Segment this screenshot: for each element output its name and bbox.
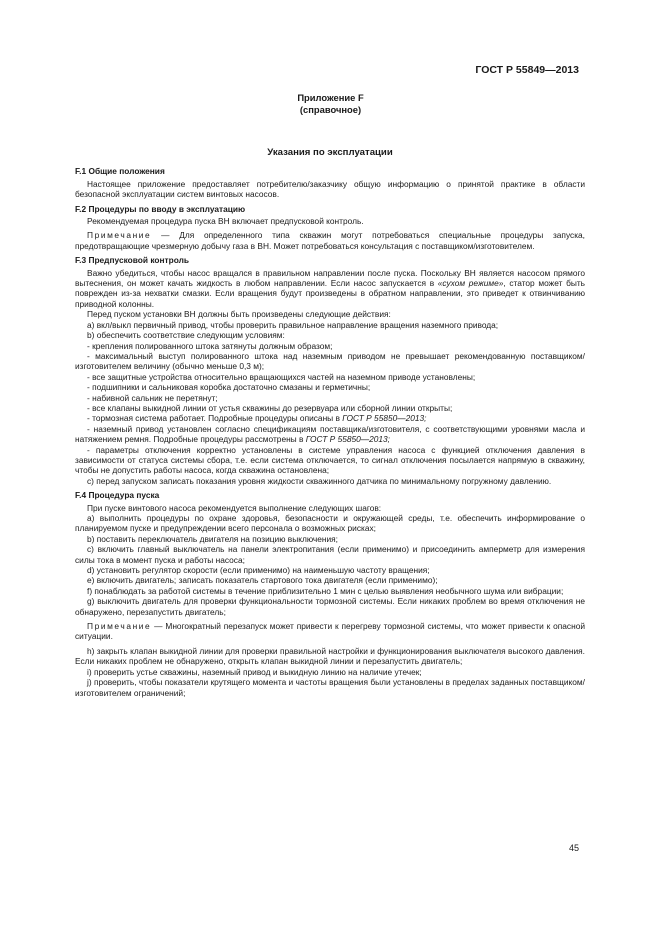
note: [75, 621, 585, 642]
text-run: - тормозная система работает. Подробные процедуры описаны в: [87, 413, 343, 424]
annex-header: [0, 92, 661, 116]
list-item: [75, 424, 585, 445]
emphasis: «сухом режиме»: [437, 278, 504, 289]
list-item: [75, 413, 585, 423]
document-id: ГОСТ Р 55849—2013: [475, 64, 579, 76]
emphasis: ГОСТ Р 55850—2013;: [342, 413, 427, 424]
heading-f3: F.3 Предпусковой контроль: [75, 255, 190, 266]
list-item: h) закрыть клапан выкидной линии для проверки правильной настройки и функционирования выключателя высокого давления. Если никаких проблем не обнаружено, открыть клапан выкидной линии и перезапустить двигатель;: [75, 645, 585, 667]
list-item: а) вкл/выкл первичный привод, чтобы проверить правильное направление вращения наземного привода;: [87, 319, 499, 330]
paragraph: При пуске винтового насоса рекомендуется выполнение следующих шагов:: [87, 502, 382, 513]
section-title: Указания по эксплуатации: [267, 147, 393, 158]
list-item: f) понаблюдать за работой системы в течение приблизительно 1 мин с целью выявления необычного шума или вибрации;: [87, 585, 564, 596]
list-item: c) включить главный выключатель на панели электропитания (если применимо) и присоединить амперметр для измерения силы тока в момент пуска и работы насоса;: [75, 544, 585, 565]
list-item: - все клапаны выкидной линии от устья скважины до резервуара или сборной линии открыты;: [87, 402, 453, 413]
note-text: — Многократный перезапуск может привести к перегреву тормозной системы, что может привести к опасной ситуации.: [75, 621, 585, 642]
note-label: Примечание: [87, 230, 152, 241]
text-run: - наземный привод установлен согласно спецификациям поставщика/изготовителя, с соответствующими уровнями масла и натяжением ремня. Подробные процедуры рассмотрены в: [75, 423, 585, 445]
paragraph: Настоящее приложение предоставляет потребителю/заказчику общую информацию о принятой практике в области безопасной эксплуатации систем винтовых насосов.: [75, 178, 585, 200]
annex-title: Приложение F: [297, 92, 364, 103]
list-item: - набивной сальник не перетянут;: [87, 392, 218, 403]
list-item: - подшипники и сальниковая коробка достаточно смазаны и герметичны;: [87, 382, 371, 393]
list-item: b) обеспечить соответствие следующим условиям:: [87, 330, 285, 341]
list-item: b) поставить переключатель двигателя на позицию выключения;: [87, 533, 338, 544]
heading-f1: F.1 Общие положения: [75, 166, 165, 177]
heading-f4: F.4 Процедура пуска: [75, 490, 160, 501]
list-item: - параметры отключения корректно установлены в системе управления насоса с функцией отключения давления в зависимости от статуса системы сбора, т.е. если система отключается, то сигнал отключения посылается напрямую в скважину, чтобы не допустить работы насоса, когда скважина остановлена;: [75, 444, 585, 476]
text-run: , статор может быть поврежден из-за нехватки смазки. Если вращения будут произведены в обратном направлении, это приведет к отвинчиванию приводной колонны.: [75, 278, 586, 309]
list-item: d) установить регулятор скорости (если применимо) на наименьшую частоту вращения;: [87, 565, 430, 576]
note-label: Примечание: [87, 621, 152, 632]
page-number: 45: [568, 843, 579, 853]
emphasis: ГОСТ Р 55850—2013;: [305, 434, 390, 445]
list-item: j) проверить, чтобы показатели крутящего момента и частоты вращения были установлены в пределах заданных поставщиком/изготовителем ограничений;: [75, 677, 585, 698]
list-item: - все защитные устройства относительно вращающихся частей на наземном приводе установлены;: [87, 371, 476, 382]
list-item: а) выполнить процедуры по охране здоровья, безопасности и окружающей среды, т.е. обеспечить информирование о планируемом пуске и предупреждении всего персонала о возможных рисках;: [75, 513, 585, 534]
list-item: g) выключить двигатель для проверки функциональности тормозной системы. Если никаких проблем во время отключения не обнаружено, перезапустить двигатель;: [75, 596, 585, 617]
paragraph: Перед пуском установки ВН должны быть произведены следующие действия:: [87, 309, 391, 320]
heading-f2: F.2 Процедуры по вводу в эксплуатацию: [75, 203, 246, 214]
list-item: - максимальный выступ полированного штока над наземным приводом не превышает рекомендованную поставщиком/изготовителем величину (обычно меньше 0,3 м);: [75, 350, 585, 372]
list-item: e) включить двигатель; записать показатель стартового тока двигателя (если применимо);: [87, 575, 438, 586]
list-item: с) перед запуском записать показания уровня жидкости скважинного датчика по минимальному погружному давлению.: [87, 475, 552, 486]
text-run: Важно убедиться, чтобы насос вращался в правильном направлении после пуска. Поскольку ВН является насосом прямого вытеснения, он может качать жидкость в любом направлении. Если насос запускается в: [75, 267, 585, 289]
note: [75, 230, 585, 251]
list-item: - крепления полированного штока затянуты должным образом;: [87, 340, 333, 351]
paragraph: [75, 268, 585, 310]
list-item: i) проверить устье скважины, наземный привод и выкидную линию на наличие утечек;: [87, 666, 422, 677]
annex-subtitle: (справочное): [299, 104, 362, 115]
paragraph: Рекомендуемая процедура пуска ВН включает предпусковой контроль.: [87, 216, 364, 227]
note-text: — Для определенного типа скважин могут потребоваться специальные процедуры запуска, предотвращающие чрезмерную добычу газа в ВН. Может потребоваться консультация с поставщиком/изготовителем.: [75, 230, 585, 251]
document-body: [75, 148, 585, 698]
